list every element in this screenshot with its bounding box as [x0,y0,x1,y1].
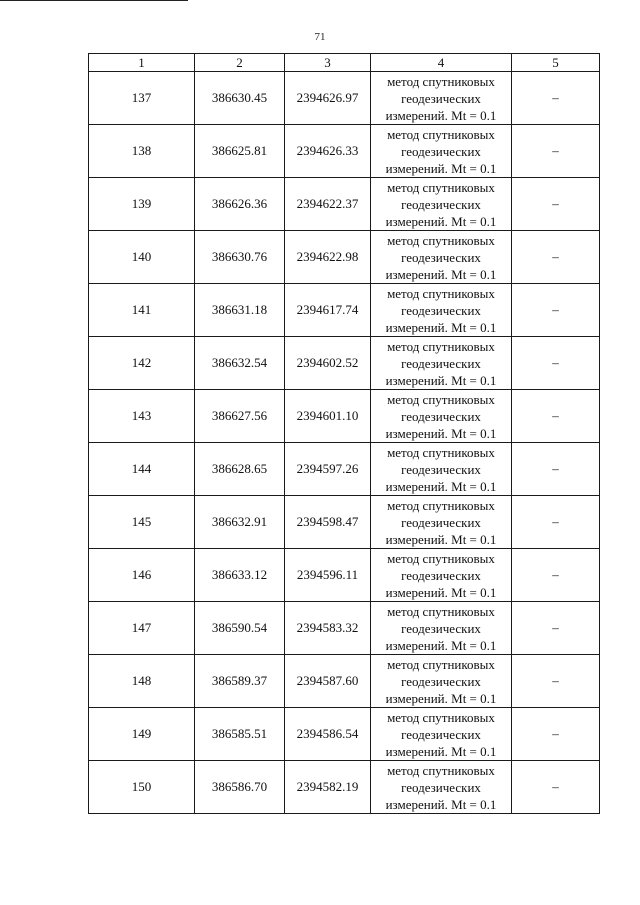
method-text-line: метод спутниковых [387,762,495,778]
x-coordinate-cell: 386631.18 [195,284,285,337]
y-coordinate-cell: 2394626.97 [285,72,371,125]
method-cell [371,549,512,602]
point-number-cell: 140 [89,231,195,284]
column-header-point: 1 [89,54,195,72]
point-number-cell: 137 [89,72,195,125]
method-text-line: измерений. Mt = 0.1 [385,160,497,176]
method-cell [371,231,512,284]
method-cell [371,602,512,655]
note-cell: – [512,708,600,761]
method-text-line: измерений. Mt = 0.1 [385,319,497,335]
method-text-line: геодезических [401,673,481,689]
x-coordinate-cell: 386628.65 [195,443,285,496]
x-coordinate-cell: 386590.54 [195,602,285,655]
x-coordinate-cell: 386632.54 [195,337,285,390]
point-number-cell: 148 [89,655,195,708]
method-cell [371,655,512,708]
x-coordinate-cell: 386589.37 [195,655,285,708]
method-text-line: измерений. Mt = 0.1 [385,796,497,812]
method-text-line: измерений. Mt = 0.1 [385,584,497,600]
column-header-x: 2 [195,54,285,72]
point-number-cell: 146 [89,549,195,602]
note-cell: – [512,390,600,443]
note-cell: – [512,655,600,708]
note-cell: – [512,496,600,549]
method-text-line: метод спутниковых [387,338,495,354]
method-cell [371,443,512,496]
y-coordinate-cell: 2394617.74 [285,284,371,337]
table-row [89,602,600,655]
table-row [89,549,600,602]
method-text-line: метод спутниковых [387,73,495,89]
point-number-cell: 149 [89,708,195,761]
method-text-line: метод спутниковых [387,179,495,195]
note-cell: – [512,602,600,655]
method-cell [371,496,512,549]
y-coordinate-cell: 2394622.37 [285,178,371,231]
x-coordinate-cell: 386626.36 [195,178,285,231]
page-number: 71 [314,31,326,43]
method-text-line: измерений. Mt = 0.1 [385,531,497,547]
method-text-line: метод спутниковых [387,656,495,672]
method-text-line: геодезических [401,355,481,371]
method-text-line: геодезических [401,567,481,583]
y-coordinate-cell: 2394601.10 [285,390,371,443]
method-text-line: геодезических [401,90,481,106]
column-header-y: 3 [285,54,371,72]
method-text-line: измерений. Mt = 0.1 [385,213,497,229]
point-number-cell: 138 [89,125,195,178]
method-text-line: измерений. Mt = 0.1 [385,372,497,388]
y-coordinate-cell: 2394583.32 [285,602,371,655]
table-header [89,54,600,72]
y-coordinate-cell: 2394597.26 [285,443,371,496]
coordinates-table [88,53,600,814]
method-text-line: измерений. Mt = 0.1 [385,478,497,494]
note-cell: – [512,284,600,337]
point-number-cell: 142 [89,337,195,390]
method-text-line: геодезических [401,514,481,530]
y-coordinate-cell: 2394622.98 [285,231,371,284]
point-number-cell: 144 [89,443,195,496]
method-text-line: геодезических [401,249,481,265]
point-number-cell: 145 [89,496,195,549]
method-cell [371,390,512,443]
method-text-line: метод спутниковых [387,444,495,460]
method-text-line: геодезических [401,726,481,742]
method-text-line: геодезических [401,620,481,636]
note-cell: – [512,761,600,814]
method-text-line: измерений. Mt = 0.1 [385,743,497,759]
point-number-cell: 150 [89,761,195,814]
point-number-cell: 147 [89,602,195,655]
method-text-line: геодезических [401,143,481,159]
table-row [89,72,600,125]
y-coordinate-cell: 2394598.47 [285,496,371,549]
method-text-line: метод спутниковых [387,497,495,513]
method-text-line: метод спутниковых [387,603,495,619]
note-cell: – [512,178,600,231]
table-row [89,708,600,761]
method-text-line: метод спутниковых [387,709,495,725]
x-coordinate-cell: 386632.91 [195,496,285,549]
method-text-line: измерений. Mt = 0.1 [385,690,497,706]
y-coordinate-cell: 2394626.33 [285,125,371,178]
method-cell [371,125,512,178]
x-coordinate-cell: 386585.51 [195,708,285,761]
table-row [89,761,600,814]
note-cell: – [512,549,600,602]
method-text-line: метод спутниковых [387,285,495,301]
method-text-line: измерений. Mt = 0.1 [385,637,497,653]
table-row [89,496,600,549]
table-body [89,72,600,814]
column-header-note: 5 [512,54,600,72]
x-coordinate-cell: 386627.56 [195,390,285,443]
note-cell: – [512,125,600,178]
y-coordinate-cell: 2394587.60 [285,655,371,708]
table-row [89,390,600,443]
method-text-line: измерений. Mt = 0.1 [385,107,497,123]
table-row [89,655,600,708]
table-row [89,231,600,284]
method-cell [371,337,512,390]
table-row [89,178,600,231]
x-coordinate-cell: 386633.12 [195,549,285,602]
y-coordinate-cell: 2394596.11 [285,549,371,602]
table-row [89,125,600,178]
y-coordinate-cell: 2394582.19 [285,761,371,814]
method-cell [371,178,512,231]
x-coordinate-cell: 386630.45 [195,72,285,125]
point-number-cell: 143 [89,390,195,443]
method-text-line: измерений. Mt = 0.1 [385,266,497,282]
point-number-cell: 141 [89,284,195,337]
method-cell [371,761,512,814]
method-text-line: геодезических [401,461,481,477]
note-cell: – [512,337,600,390]
table-row [89,443,600,496]
x-coordinate-cell: 386630.76 [195,231,285,284]
header-row [89,54,600,72]
method-text-line: геодезических [401,408,481,424]
method-text-line: метод спутниковых [387,550,495,566]
y-coordinate-cell: 2394602.52 [285,337,371,390]
x-coordinate-cell: 386625.81 [195,125,285,178]
note-cell: – [512,231,600,284]
table-row [89,337,600,390]
column-header-method: 4 [371,54,512,72]
method-cell [371,708,512,761]
method-cell [371,284,512,337]
x-coordinate-cell: 386586.70 [195,761,285,814]
table-row [89,284,600,337]
method-text-line: метод спутниковых [387,126,495,142]
method-text-line: метод спутниковых [387,232,495,248]
point-number-cell: 139 [89,178,195,231]
method-text-line: геодезических [401,196,481,212]
y-coordinate-cell: 2394586.54 [285,708,371,761]
method-text-line: геодезических [401,779,481,795]
note-cell: – [512,72,600,125]
note-cell: – [512,443,600,496]
method-text-line: геодезических [401,302,481,318]
method-text-line: метод спутниковых [387,391,495,407]
method-cell [371,72,512,125]
header-rule [0,0,188,1]
method-text-line: измерений. Mt = 0.1 [385,425,497,441]
